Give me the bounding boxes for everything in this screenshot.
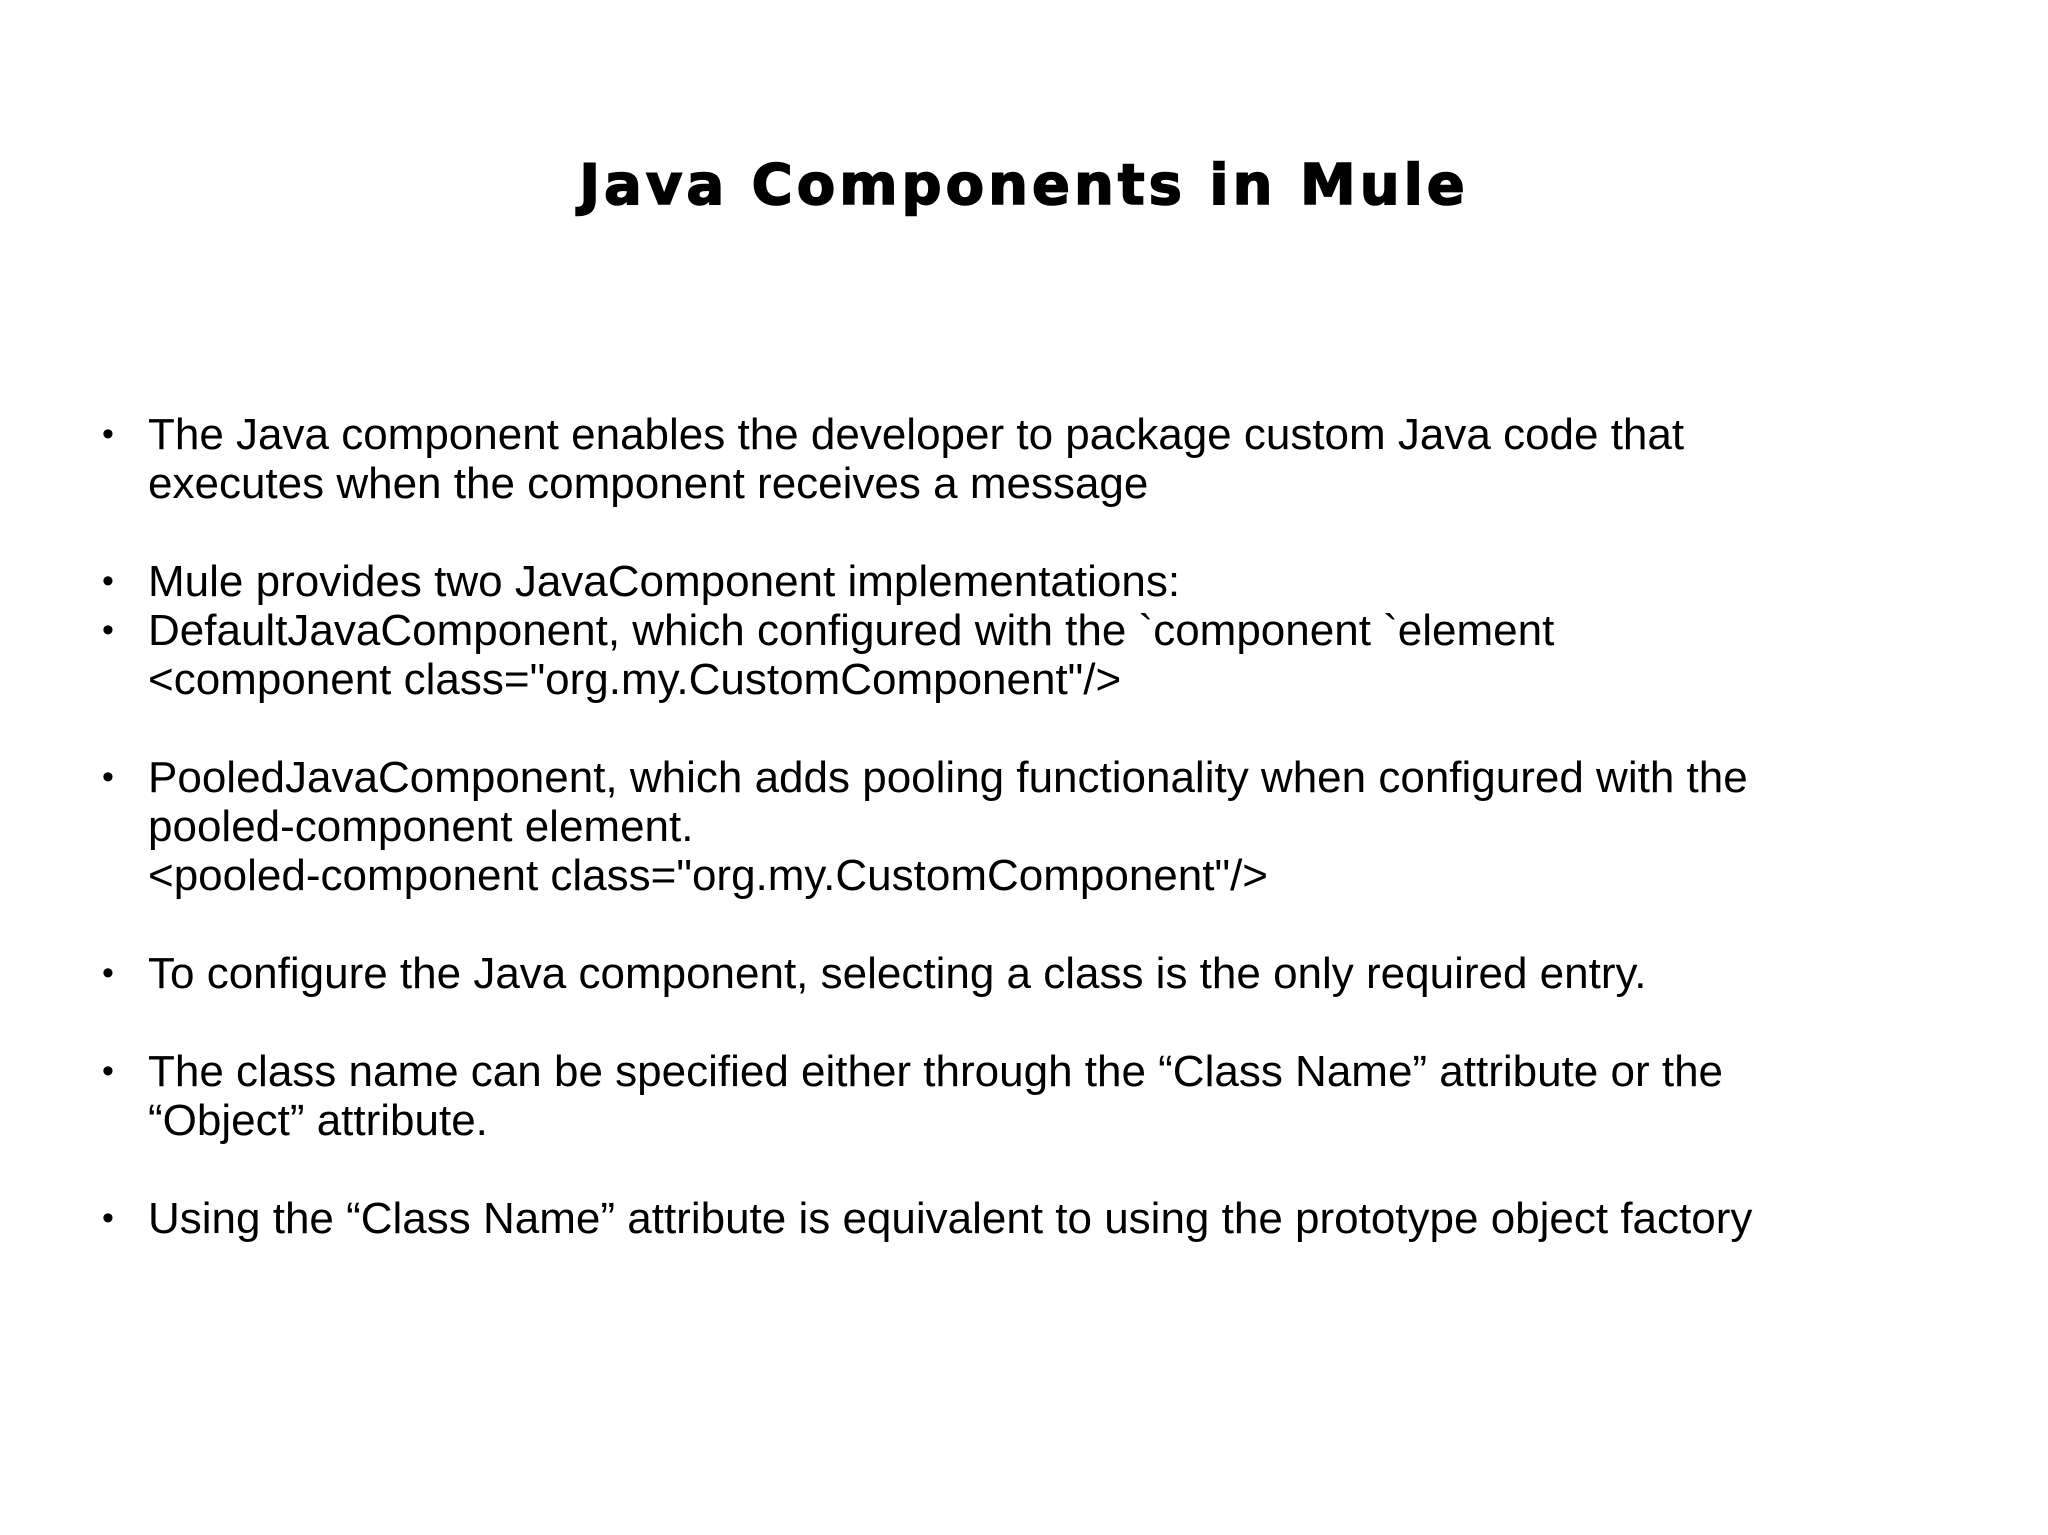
bullet-list [100, 410, 1960, 1243]
bullet-dot-icon: • [102, 562, 114, 600]
bullet-dot-icon: • [102, 1199, 114, 1237]
bullet-line: “Object” attribute. [148, 1096, 488, 1145]
bullet-item [100, 753, 1960, 900]
bullet-line: PooledJavaComponent, which adds pooling functionality when configured with the [148, 753, 1748, 802]
bullet-item [100, 410, 1960, 508]
bullet-dot-icon: • [102, 758, 114, 796]
bullet-dot-icon: • [102, 415, 114, 453]
bullet-dot-icon: • [102, 1052, 114, 1090]
bullet-line: Mule provides two JavaComponent implementations: [148, 557, 1181, 606]
bullet-line: <pooled-component class="org.my.CustomComponent"/> [148, 851, 1269, 900]
bullet-dot-icon: • [102, 611, 114, 649]
bullet-line: Using the “Class Name” attribute is equivalent to using the prototype object factory [148, 1194, 1753, 1243]
bullet-item [100, 557, 1960, 606]
bullet-line: The class name can be specified either through the “Class Name” attribute or the [148, 1047, 1724, 1096]
bullet-item [100, 949, 1960, 998]
bullet-line: DefaultJavaComponent, which configured with the `component `element [148, 606, 1555, 655]
bullet-line: <component class="org.my.CustomComponent"/> [148, 655, 1122, 704]
slide-title: Java Components in Mule [579, 153, 1469, 218]
bullet-line: To configure the Java component, selecting a class is the only required entry. [148, 949, 1647, 998]
bullet-item [100, 1047, 1960, 1145]
bullet-item [100, 1194, 1960, 1243]
bullet-dot-icon: • [102, 954, 114, 992]
bullet-item [100, 606, 1960, 704]
bullet-line: The Java component enables the developer to package custom Java code that [148, 410, 1685, 459]
bullet-line: executes when the component receives a message [148, 459, 1149, 508]
bullet-line: pooled-component element. [148, 802, 694, 851]
